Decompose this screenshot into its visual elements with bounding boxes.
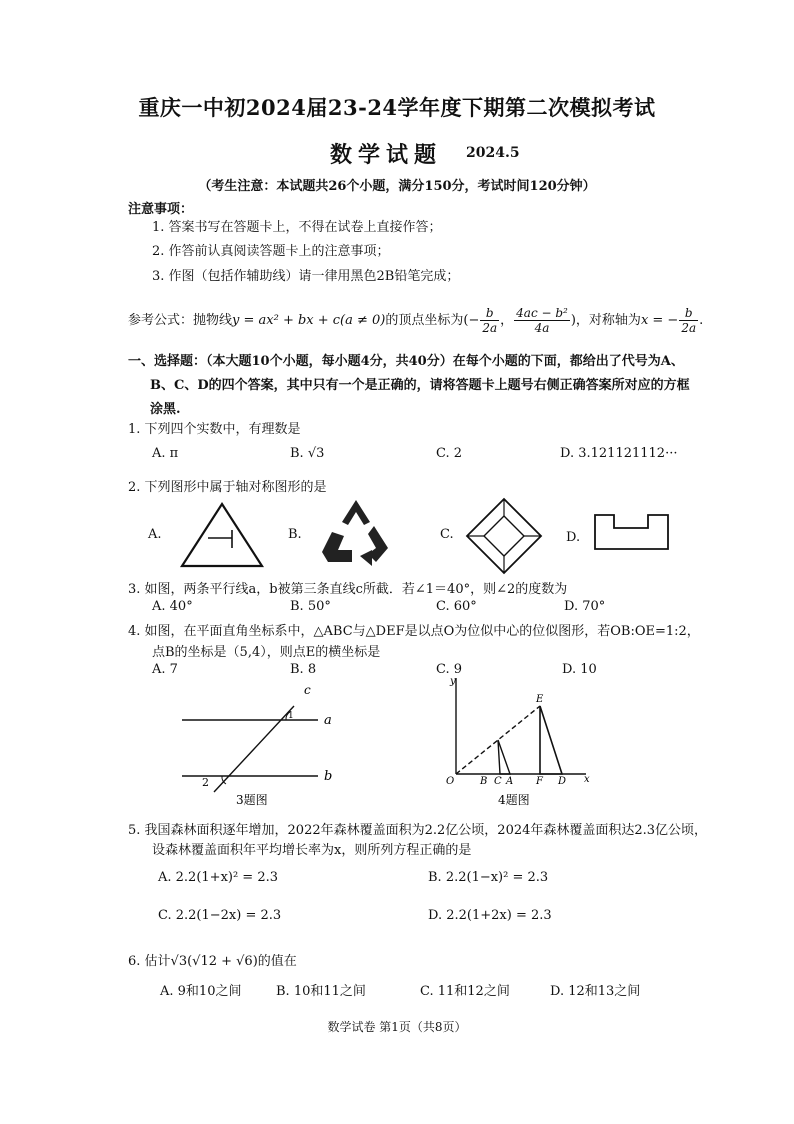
q5-option-b: B. 2.2(1−x)² = 2.3 — [428, 870, 549, 885]
notched-rectangle-figure — [592, 512, 672, 552]
question-3-stem: 3. 如图，两条平行线a，b被第三条直线c所截．若∠1＝40°，则∠2的度数为 — [128, 582, 568, 597]
q4-option-d: D. 10 — [562, 662, 597, 677]
q6-option-d: D. 12和13之间 — [550, 984, 641, 999]
svg-text:D: D — [558, 776, 567, 787]
figure-3-caption: 3题图 — [236, 793, 268, 807]
q3-option-d: D. 70° — [564, 599, 606, 614]
line-c-label: c — [304, 683, 311, 697]
section-heading: 一、选择题：（本大题10个小题，每小题4分，共40分）在每个小题的下面，都给出了代号为A、 — [128, 354, 684, 369]
svg-text:O: O — [446, 776, 455, 787]
q6-option-a: A. 9和10之间 — [160, 984, 242, 999]
formula-axis: x = − — [640, 313, 679, 328]
svg-text:E: E — [536, 694, 544, 705]
exam-date: 2024.5 — [466, 145, 520, 161]
q5-option-a: A. 2.2(1+x)² = 2.3 — [158, 870, 279, 885]
q4-option-b: B. 8 — [290, 662, 317, 677]
question-2-stem: 2. 下列图形中属于轴对称图形的是 — [128, 480, 327, 495]
svg-text:B: B — [480, 776, 488, 787]
rotated-square-figure — [464, 496, 544, 576]
exam-title: 重庆一中初2024届23-24学年度下期第二次模拟考试 — [138, 95, 656, 120]
svg-text:C: C — [494, 776, 502, 787]
question-6-stem: 6. 估计√3(√12 + √6)的值在 — [128, 954, 297, 969]
q3-option-c: C. 60° — [436, 599, 477, 614]
question-5-stem: 5. 我国森林面积逐年增加，2022年森林覆盖面积为2.2亿公顷，2024年森林覆盖面积达2.3亿公顷， — [128, 823, 708, 838]
q5-option-d: D. 2.2(1+2x) = 2.3 — [428, 908, 552, 923]
q6-option-b: B. 10和11之间 — [276, 984, 366, 999]
section-heading-line: 涂黑. — [150, 402, 181, 417]
formula-lead: 参考公式：抛物线 — [128, 313, 233, 328]
q6-option-c: C. 11和12之间 — [420, 984, 510, 999]
figure-4-coordinate-plane — [440, 674, 600, 812]
q2-option-b: B. — [288, 527, 302, 542]
q3-option-b: B. 50° — [290, 599, 331, 614]
recycle-icon — [318, 496, 394, 570]
q4-option-a: A. 7 — [152, 662, 178, 677]
q2-option-d: D. — [566, 530, 581, 545]
exam-subtitle: 数学试题 — [330, 142, 443, 168]
question-1-stem: 1. 下列四个实数中，有理数是 — [128, 422, 301, 437]
question-4-stem: 4. 如图，在平面直角坐标系中，△ABC与△DEF是以点O为位似中心的位似图形，若OB:OE=1:2， — [128, 624, 700, 639]
formula-expr: y = ax² + bx + c(a ≠ 0) — [232, 313, 386, 328]
q2-option-a: A. — [148, 527, 162, 542]
attention-heading: 注意事项： — [128, 202, 194, 217]
angle-2-label: 2 — [202, 776, 209, 789]
svg-text:A: A — [506, 776, 514, 787]
section-heading-line: B、C、D的四个答案，其中只有一个是正确的，请将答题卡上题号右侧正确答案所对应的方框 — [150, 378, 690, 393]
question-5-stem-line2: 设森林覆盖面积年平均增长率为x，则所列方程正确的是 — [152, 843, 472, 858]
q3-option-a: A. 40° — [152, 599, 193, 614]
fraction: $\frac{b}{2a}$ — [681, 306, 697, 335]
q4-option-c: C. 9 — [436, 662, 463, 677]
attention-item: 2. 作答前认真阅读答题卡上的注意事项； — [152, 244, 390, 259]
angle-1-label: 1 — [288, 711, 294, 721]
attention-item: 1. 答案书写在答题卡上，不得在试卷上直接作答； — [152, 220, 442, 235]
reference-formula: 参考公式：抛物线y = ax² + bx + c(a ≠ 0)的顶点坐标为(− $\frac{b}{2a}$ ， $\frac{\text{4ac − b²}}{4a}$ )，对称轴为x = − $\frac{b}{2a}$ . — [128, 306, 704, 335]
svg-text:x: x — [584, 774, 590, 785]
attention-item: 3. 作图（包括作辅助线）请一律用黑色2B铅笔完成； — [152, 269, 460, 284]
svg-text:F: F — [536, 776, 543, 787]
triangle-figure — [178, 500, 268, 570]
q1-option-c: C. 2 — [436, 446, 463, 461]
formula-close: )，对称轴为 — [570, 313, 641, 328]
page-footer: 数学试卷 第1页（共8页） — [327, 1020, 467, 1034]
q1-option-d: D. 3.121121112··· — [560, 446, 678, 461]
fraction: $\frac{\text{4ac − b²}}{4a}$ — [516, 306, 568, 335]
q1-option-a: A. π — [152, 446, 179, 461]
formula-mid: 的顶点坐标为(− — [385, 313, 480, 328]
figure-3-parallel-lines — [178, 680, 348, 810]
fraction: $\frac{b}{2a}$ — [482, 306, 498, 335]
svg-text:y: y — [450, 676, 456, 687]
q2-option-c: C. — [440, 527, 454, 542]
figure-4-caption: 4题图 — [498, 793, 530, 807]
exam-notice: （考生注意：本试题共26个小题，满分150分，考试时间120分钟） — [198, 179, 596, 194]
q5-option-c: C. 2.2(1−2x) = 2.3 — [158, 908, 282, 923]
line-a-label: a — [324, 713, 332, 728]
line-b-label: b — [324, 769, 333, 784]
question-4-stem-line2: 点B的坐标是（5,4），则点E的横坐标是 — [152, 645, 381, 660]
q1-option-b: B. √3 — [290, 446, 325, 461]
